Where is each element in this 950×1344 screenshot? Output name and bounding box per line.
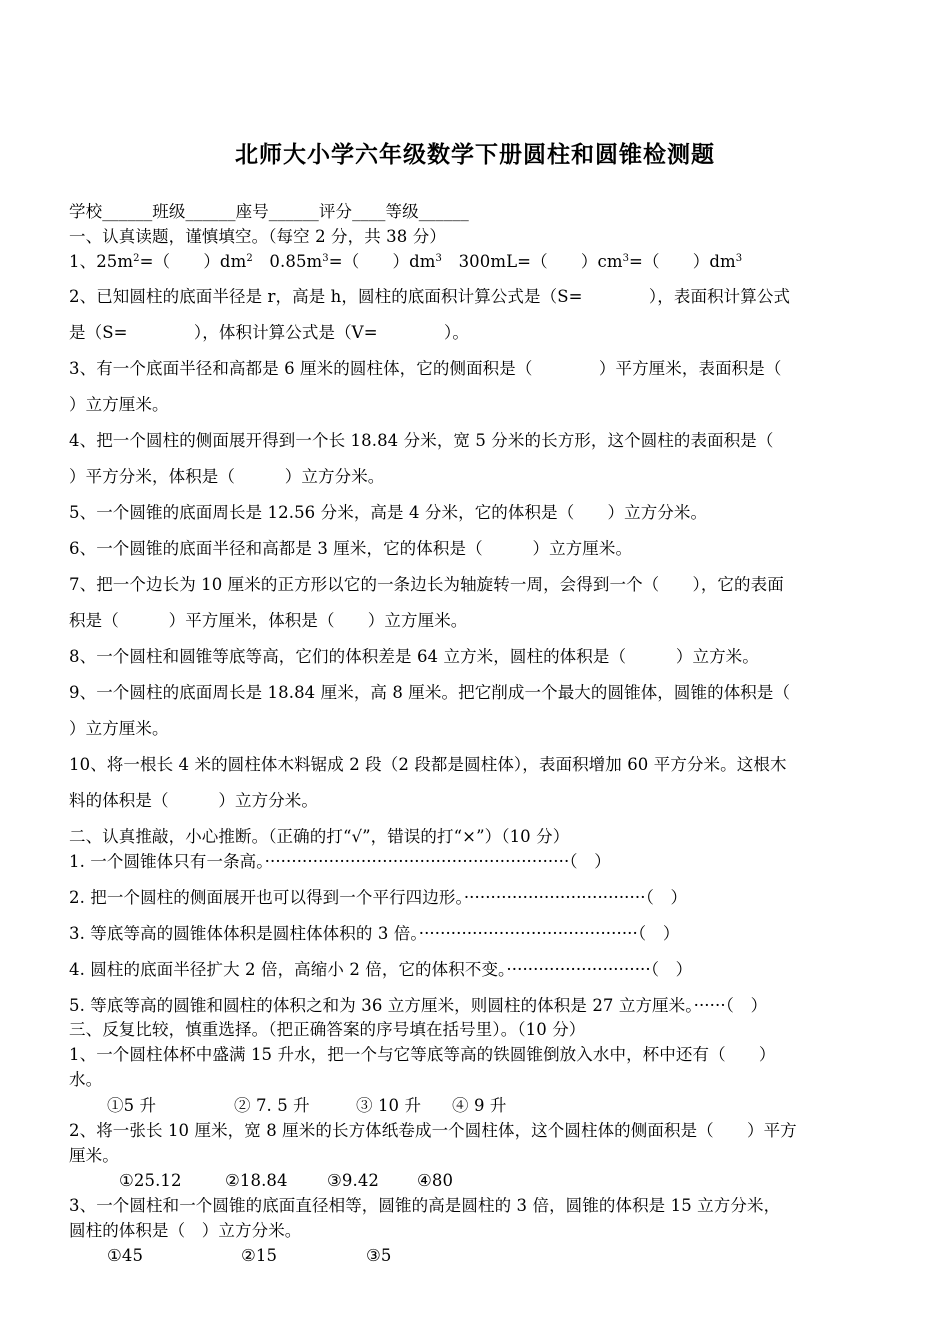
choice-q1-line2: 水。: [69, 1070, 103, 1089]
option: ②18.84: [225, 1171, 288, 1190]
option: ③5: [366, 1246, 392, 1265]
option: ①25.12: [119, 1171, 182, 1190]
judge-item-5: 5. 等底等高的圆锥和圆柱的体积之和为 36 立方厘米，则圆柱的体积是 27 立方厘米。······（ ）: [69, 996, 768, 1015]
choice-q2-line2: 厘米。: [69, 1146, 119, 1165]
question-10-line2: 料的体积是（ ）立方分米。: [69, 791, 318, 810]
option: ③ 10 升: [356, 1096, 422, 1115]
section1-heading: 一、认真读题，谨慎填空。（每空 2 分，共 38 分）: [69, 227, 446, 246]
question-1: 1、$25m^2=$（ ）$dm^2$ $0.85m^3=$（ ）$dm^3$ 300mL=（ ）$cm^3=$（ ）$dm^3$: [69, 252, 743, 271]
question-7-line1: 7、把一个边长为 10 厘米的正方形以它的一条边长为轴旋转一周，会得到一个（ ），它的表面: [69, 575, 784, 594]
question-8: 8、一个圆柱和圆锥等底等高，它们的体积差是 64 立方米，圆柱的体积是（ ）立方米。: [69, 647, 759, 666]
section2-heading: 二、认真推敲，小心推断。（正确的打“√”，错误的打“×”）（10 分）: [69, 827, 570, 846]
question-7-line2: 积是（ ）平方厘米，体积是（ ）立方厘米。: [69, 611, 468, 630]
judge-item-3: 3. 等底等高的圆锥体体积是圆柱体体积的 3 倍。·········································（ ）: [69, 924, 680, 943]
question-5: 5、一个圆锥的底面周长是 12.56 分米，高是 4 分米，它的体积是（ ）立方分米。: [69, 503, 708, 522]
question-6: 6、一个圆锥的底面半径和高都是 3 厘米，它的体积是（ ）立方厘米。: [69, 539, 633, 558]
question-9-line2: ）立方厘米。: [69, 719, 169, 738]
option: ②15: [241, 1246, 278, 1265]
option: ①5 升: [107, 1096, 157, 1115]
question-9-line1: 9、一个圆柱的底面周长是 18.84 厘米，高 8 厘米。把它削成一个最大的圆锥体，圆锥的体积是（: [69, 683, 791, 702]
student-info-line: 学校______班级______座号______评分____等级______: [69, 202, 469, 221]
question-4-line2: ）平方分米，体积是（ ）立方分米。: [69, 467, 385, 486]
judge-item-2: 2. 把一个圆柱的侧面展开也可以得到一个平行四边形。··································（ ）: [69, 888, 688, 907]
judge-item-1: 1. 一个圆锥体只有一条高。·························································（ ）: [69, 852, 611, 871]
section3-heading: 三、反复比较，慎重选择。（把正确答案的序号填在括号里）。（10 分）: [69, 1020, 586, 1039]
page-title: 北师大小学六年级数学下册圆柱和圆锥检测题: [235, 142, 715, 168]
question-3-line2: ）立方厘米。: [69, 395, 169, 414]
choice-q1-line1: 1、一个圆柱体杯中盛满 15 升水，把一个与它等底等高的铁圆锥倒放入水中，杯中还有（ ）: [69, 1045, 776, 1064]
question-10-line1: 10、将一根长 4 米的圆柱体木料锯成 2 段（2 段都是圆柱体），表面积增加 60 平方分米。这根木: [69, 755, 787, 774]
option: ② 7. 5 升: [234, 1096, 310, 1115]
question-4-line1: 4、把一个圆柱的侧面展开得到一个长 18.84 分米，宽 5 分米的长方形，这个圆柱的表面积是（: [69, 431, 774, 450]
question-2-line1: 2、已知圆柱的底面半径是 r，高是 h，圆柱的底面积计算公式是（S= ），表面积计算公式: [69, 287, 791, 306]
option: ④ 9 升: [452, 1096, 507, 1115]
option: ④80: [417, 1171, 454, 1190]
choice-q3-line2: 圆柱的体积是（ ）立方分米。: [69, 1221, 302, 1240]
judge-item-4: 4. 圆柱的底面半径扩大 2 倍，高缩小 2 倍，它的体积不变。···························（ ）: [69, 960, 693, 979]
option: ①45: [107, 1246, 144, 1265]
question-2-line2: 是（S= ），体积计算公式是（V= ）。: [69, 323, 469, 342]
choice-q2-line1: 2、将一张长 10 厘米，宽 8 厘米的长方体纸卷成一个圆柱体，这个圆柱体的侧面积是（ ）平方: [69, 1121, 797, 1140]
question-3-line1: 3、有一个底面半径和高都是 6 厘米的圆柱体，它的侧面积是（ ）平方厘米，表面积是（: [69, 359, 782, 378]
option: ③9.42: [327, 1171, 380, 1190]
choice-q3-line1: 3、一个圆柱和一个圆锥的底面直径相等，圆锥的高是圆柱的 3 倍，圆锥的体积是 15 立方分米，: [69, 1196, 781, 1215]
